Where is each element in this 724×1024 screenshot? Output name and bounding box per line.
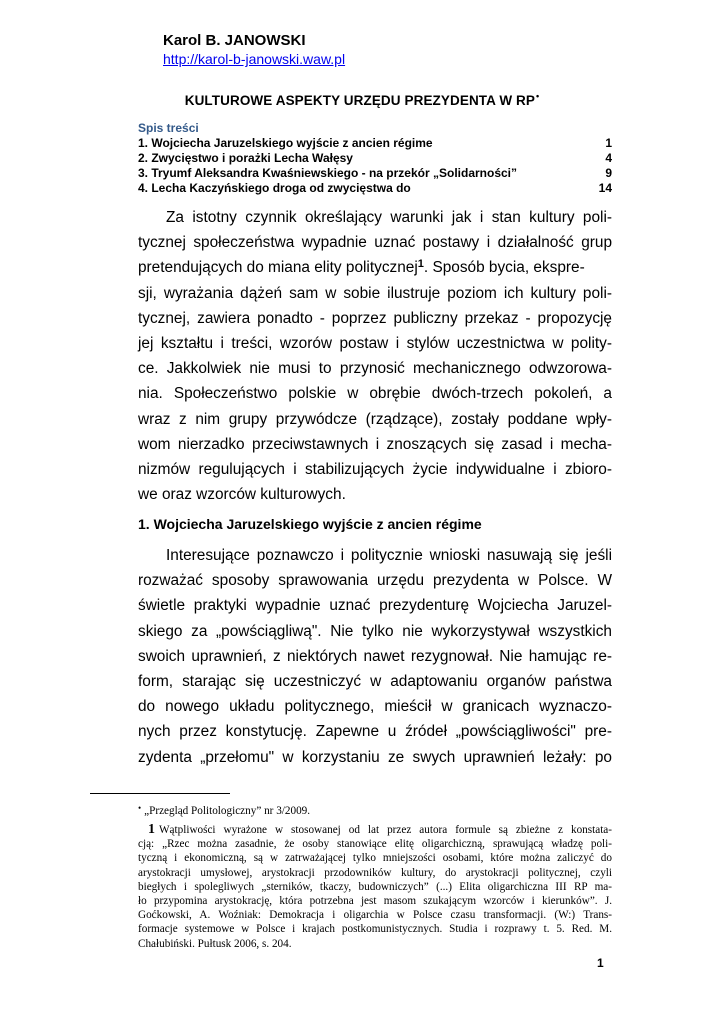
paragraph-line: wraz z nim grupy przywódcze (rządzące), zostały poddane wpły- (138, 410, 612, 428)
paragraph-line: Za istotny czynnik określający warunki jak i stan kultury poli- (166, 209, 612, 226)
footnote-line: Goćkowski, A. Woźniak: Demokracja i oligarchia w Polsce czasu transformacji. (W:) Trans- (138, 909, 612, 922)
paragraph-line: ce. Jakkolwiek nie musi to przynosić mechanicznego odwzorowa- (138, 360, 612, 378)
footnote-reference[interactable]: 1 (417, 258, 424, 271)
page-number: 1 (597, 956, 604, 970)
paragraph-line: wom nierzadko przeciwstawnych i znoszących się zasad i mecha- (138, 435, 612, 453)
paragraph-line-text: pretendujących do miana elity politycznej (138, 259, 418, 277)
footnote-separator (90, 793, 230, 794)
footnote-line: biegłych i spolegliwych „sterników, tkaczy, budowniczych” (...) Elita oligarchiczna III RP ma- (138, 880, 612, 893)
footnote-line: tyczną i ekonomiczną, są w zatrważającej tylko mniejszości osobami, które można zaliczyć do (138, 852, 612, 865)
table-of-contents (138, 136, 612, 196)
footnote-line-text: Wątpliwości wyrażone w stosowanej od lat przez autora formule są zbieżne z konstata- (159, 824, 612, 836)
toc-heading: Spis treści (138, 121, 199, 135)
paragraph-line: sji, wyrażania dążeń sam w sobie ilustruje poziom ich kultury poli- (138, 284, 612, 302)
toc-item-page: 9 (605, 166, 612, 180)
paragraph-line: swoich uprawnień, z niektórych nawet rezygnował. Nie hamując re- (138, 647, 612, 665)
intro-paragraph (138, 205, 612, 507)
footnote-line: ło przypomina arystokrację, która potrzebna jest masom szukającym wzorców i kierunków”. J. (138, 895, 612, 908)
footnote-1 (138, 823, 612, 951)
footnote-bullet-mark: • (138, 803, 142, 813)
paragraph-line: zydenta „przełomu" w korzystaniu ze swych uprawnień leżały: po (138, 748, 612, 766)
paragraph-line: nizmów regulujących i stabilizujących życie indywidualne i zbioro- (138, 460, 612, 478)
toc-item-label: 1. Wojciecha Jaruzelskiego wyjście z ancien régime (138, 136, 433, 150)
paragraph-line: we oraz wzorców kulturowych. (138, 486, 346, 504)
footnote-publication (138, 804, 612, 818)
paragraph-line: skiego za „powściągliwą". Nie tylko nie wykorzystywał wszystkich (138, 622, 612, 640)
paragraph-line: form, starając się uczestniczyć w adaptowaniu organów państwa (138, 672, 612, 690)
author-name: Karol B. JANOWSKI (163, 32, 306, 49)
paragraph-line: tycznej, zawiera ponadto - poprzez publiczny przekaz - propozycję (138, 309, 612, 327)
footnote-line: cją: „Rzec można zasadnie, że osoby stanowiące elitę oligarchiczną, sprawującą władzę poli- (138, 838, 612, 851)
footnote-line: Chałubiński. Pułtusk 2006, s. 204. (138, 937, 292, 950)
title-footnote-mark: • (536, 91, 540, 101)
paragraph-line-text: . Sposób bycia, ekspre- (423, 259, 585, 277)
paragraph-line: świetle praktyki wypadnie uznać prezydenturę Wojciecha Jaruzel- (138, 597, 612, 615)
paragraph-line: tycznej społeczeństwa wypadnie uznać postawy i działalność grup (138, 234, 612, 252)
footnote-line: arystokracji umysłowej, arystokracji przodowników kultury, do arystokracji politycznej, czyli (138, 866, 612, 879)
section-heading: 1. Wojciecha Jaruzelskiego wyjście z ancien régime (138, 516, 482, 532)
paragraph-line: nia. Społeczeństwo polskie w obrębie dwóch-trzech pokoleń, a (138, 385, 612, 403)
paragraph-line: nych przez konstytucję. Zapewne u źródeł „powściągliwości" pre- (138, 723, 612, 741)
footnote-line (138, 823, 612, 837)
footnote-line: formacje systemowe w Polsce i krajach postkomunistycznych. Studia i rozprawy t. 5. Red. M. (138, 923, 612, 936)
footnote-number: 1 (148, 822, 155, 837)
toc-item[interactable] (138, 166, 612, 181)
toc-item-page: 14 (598, 181, 612, 195)
document-title (0, 93, 724, 108)
author-website-link[interactable]: http://karol-b-janowski.waw.pl (163, 51, 346, 67)
toc-item[interactable] (138, 136, 612, 151)
paragraph-line: rozważać sposoby sprawowania urzędu prezydenta w Polsce. W (138, 572, 612, 590)
toc-item-page: 4 (605, 151, 612, 165)
toc-item-label: 3. Tryumf Aleksandra Kwaśniewskiego - na przekór „Solidarności” (138, 166, 518, 180)
paragraph-line: jej kształtu i treści, wzorów postaw i stylów uczestnictwa w polity- (138, 334, 612, 352)
toc-item-page: 1 (605, 136, 612, 150)
footnote-text: „Przegląd Politologiczny” nr 3/2009. (144, 805, 311, 817)
toc-item-label: 4. Lecha Kaczyńskiego droga od zwycięstwa do (138, 181, 411, 195)
toc-item[interactable] (138, 181, 612, 196)
toc-item[interactable] (138, 151, 612, 166)
section-paragraph (138, 543, 612, 770)
toc-item-label: 2. Zwycięstwo i porażki Lecha Wałęsy (138, 151, 353, 165)
document-title-text: KULTUROWE ASPEKTY URZĘDU PREZYDENTA W RP (184, 93, 535, 108)
paragraph-line (138, 255, 612, 280)
paragraph-line: Interesujące poznawczo i politycznie wnioski nasuwają się jeśli (166, 547, 612, 564)
paragraph-line: do nowego układu politycznego, mieścił w granicach wyznaczo- (138, 698, 612, 716)
